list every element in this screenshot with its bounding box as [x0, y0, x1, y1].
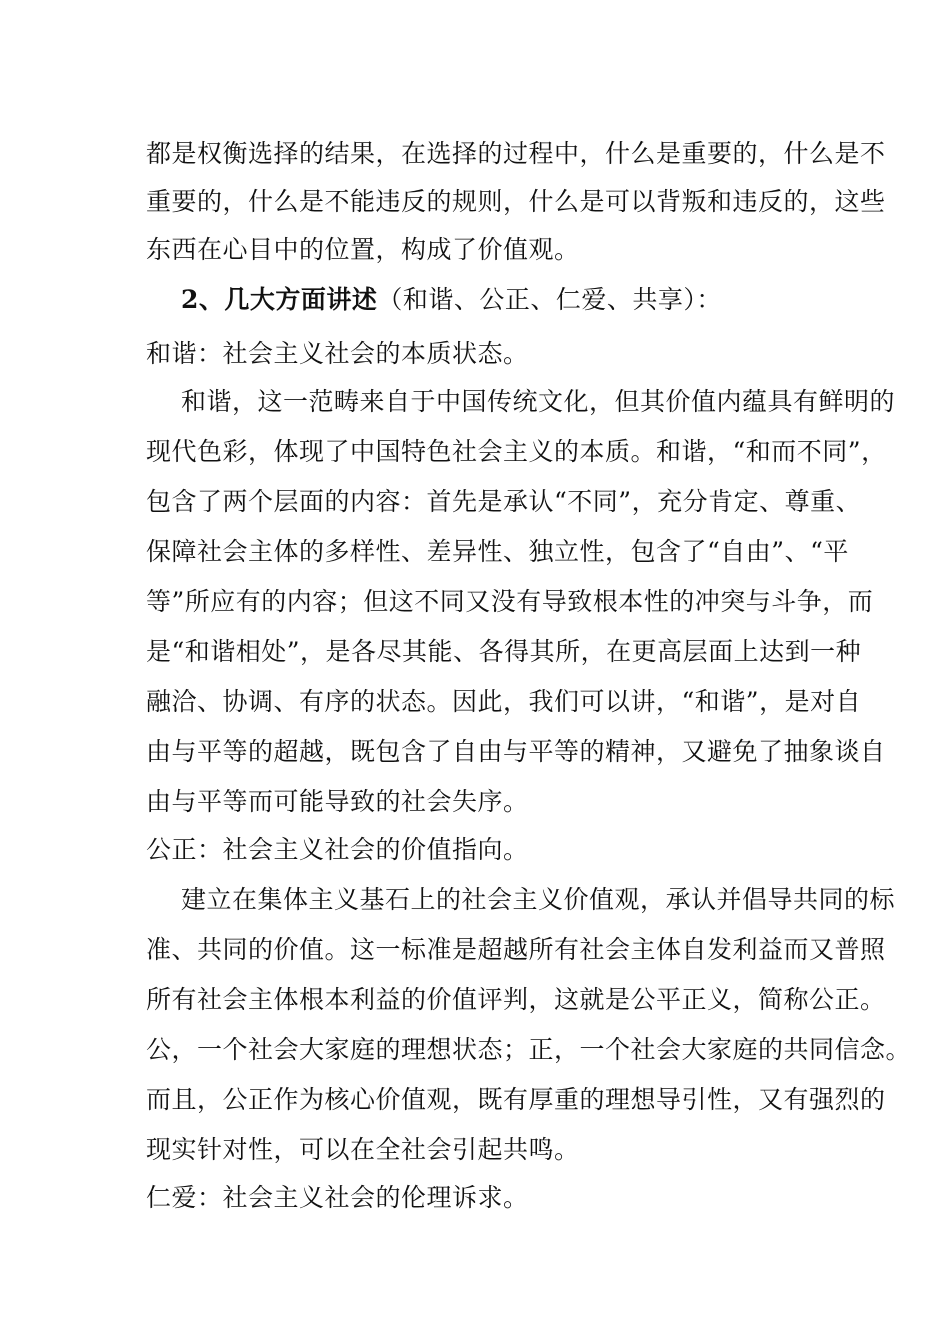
paragraph-line: 现代色彩，体现了中国特色社会主义的本质。和谐，“和而不同”，	[146, 437, 887, 466]
subheading-justice: 公正：社会主义社会的价值指向。	[146, 835, 529, 864]
paragraph-line: 等”所应有的内容；但这不同又没有导致根本性的冲突与斗争，而	[146, 587, 874, 616]
paragraph-line: 现实针对性，可以在全社会引起共鸣。	[146, 1135, 580, 1164]
paragraph-line: 包含了两个层面的内容：首先是承认“不同”，充分肯定、尊重、	[146, 487, 862, 516]
paragraph-line: 保障社会主体的多样性、差异性、独立性，包含了“自由”、“平	[146, 537, 849, 566]
paragraph-line: 重要的，什么是不能违反的规则，什么是可以背叛和违反的，这些	[146, 187, 886, 216]
paragraph-line: 建立在集体主义基石上的社会主义价值观，承认并倡导共同的标	[181, 885, 896, 914]
paragraph-line: 所有社会主体根本利益的价值评判，这就是公平正义，简称公正。	[146, 985, 886, 1014]
paragraph-line: 而且，公正作为核心价值观，既有厚重的理想导引性，又有强烈的	[146, 1085, 886, 1114]
paragraph-line: 都是权衡选择的结果，在选择的过程中，什么是重要的，什么是不	[146, 139, 886, 168]
section-heading	[181, 284, 722, 316]
section-heading-title: 2、几大方面讲述	[181, 285, 378, 314]
subheading-harmony: 和谐：社会主义社会的本质状态。	[146, 339, 529, 368]
paragraph-line: 融洽、协调、有序的状态。因此，我们可以讲，“和谐”，是对自	[146, 687, 862, 716]
paragraph-line: 是“和谐相处”，是各尽其能、各得其所，在更高层面上达到一种	[146, 637, 862, 666]
paragraph-line: 和谐，这一范畴来自于中国传统文化，但其价值内蕴具有鲜明的	[181, 387, 896, 416]
paragraph-line: 由与平等的超越，既包含了自由与平等的精神，又避免了抽象谈自	[146, 737, 886, 766]
paragraph-line: 公，一个社会大家庭的理想状态；正，一个社会大家庭的共同信念。	[146, 1035, 912, 1064]
section-heading-topics: （和谐、公正、仁爱、共享）：	[377, 285, 722, 314]
paragraph-line: 东西在心目中的位置，构成了价值观。	[146, 235, 580, 264]
paragraph-line: 由与平等而可能导致的社会失序。	[146, 787, 529, 816]
paragraph-line: 准、共同的价值。这一标准是超越所有社会主体自发利益而又普照	[146, 935, 886, 964]
subheading-benevolence: 仁爱：社会主义社会的伦理诉求。	[146, 1183, 529, 1212]
